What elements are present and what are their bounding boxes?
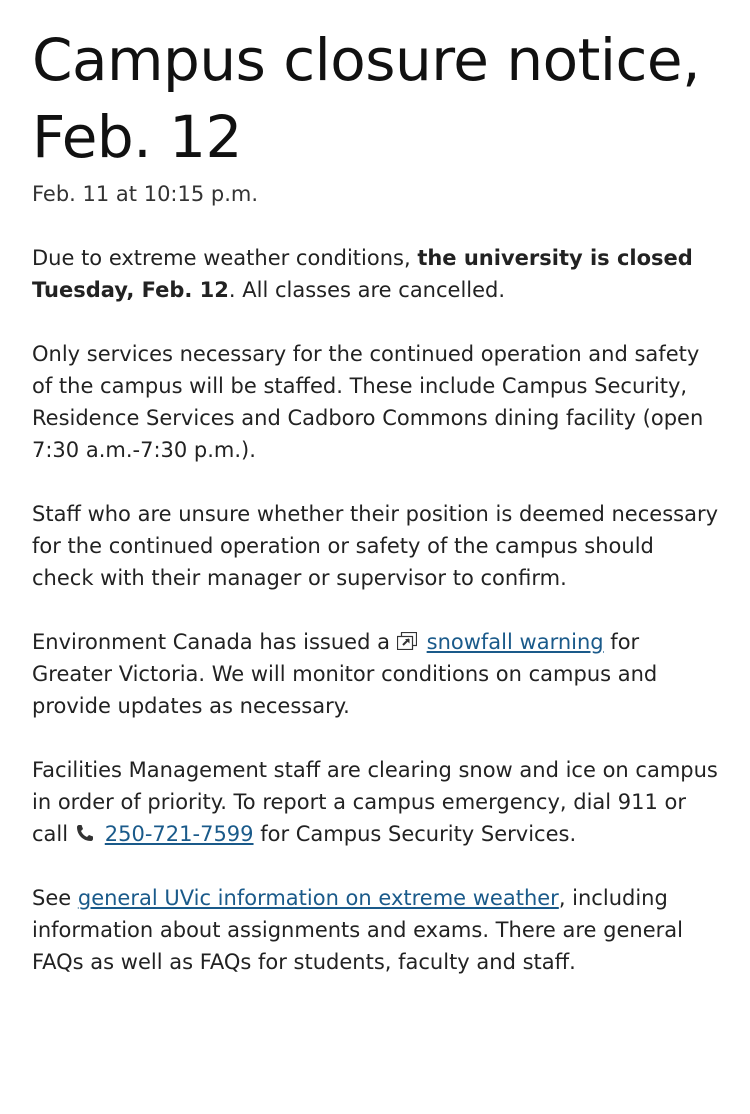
snowfall-warning-link[interactable]: snowfall warning [426, 630, 604, 654]
facilities-text-before: Facilities Management staff are clearing snow and ice on campus in order of priority. To report a campus emergency, dial 911 or call [32, 758, 718, 846]
external-link-icon [397, 627, 417, 645]
paragraph-closure [32, 242, 718, 306]
see-text-after: , including information about assignments and exams. There are general FAQs as well as FAQs for students, faculty and staff. [32, 886, 683, 974]
paragraph-facilities [32, 754, 718, 850]
warning-text-before: Environment Canada has issued a [32, 630, 397, 654]
warning-text-after: for Greater Victoria. We will monitor conditions on campus and provide updates as necessary. [32, 630, 658, 718]
see-text-before: See [32, 886, 78, 910]
dateline: Feb. 11 at 10:15 p.m. [32, 182, 259, 206]
closure-text-before: Due to extreme weather conditions, [32, 246, 418, 270]
page-title: Campus closure notice, Feb. 12 [32, 26, 701, 171]
security-phone-link[interactable]: 250-721-7599 [104, 822, 254, 846]
phone-icon [75, 820, 95, 840]
paragraph-see-info [32, 882, 718, 978]
extreme-weather-info-link[interactable]: general UVic information on extreme weather [77, 886, 559, 910]
closure-text-after: . All classes are cancelled. [228, 278, 506, 302]
closure-bold: the university is closed Tuesday, Feb. 12 [32, 246, 693, 302]
paragraph-services: Only services necessary for the continued operation and safety of the campus will be staffed. These include Campus Security, Residence Services and Cadboro Commons dining facility (open 7:30 a.m.-7:30 p.m.). [32, 342, 704, 462]
facilities-text-after: for Campus Security Services. [253, 822, 577, 846]
paragraph-staff: Staff who are unsure whether their position is deemed necessary for the continued operation or safety of the campus should check with their manager or supervisor to confirm. [32, 502, 719, 590]
paragraph-warning [32, 626, 718, 722]
